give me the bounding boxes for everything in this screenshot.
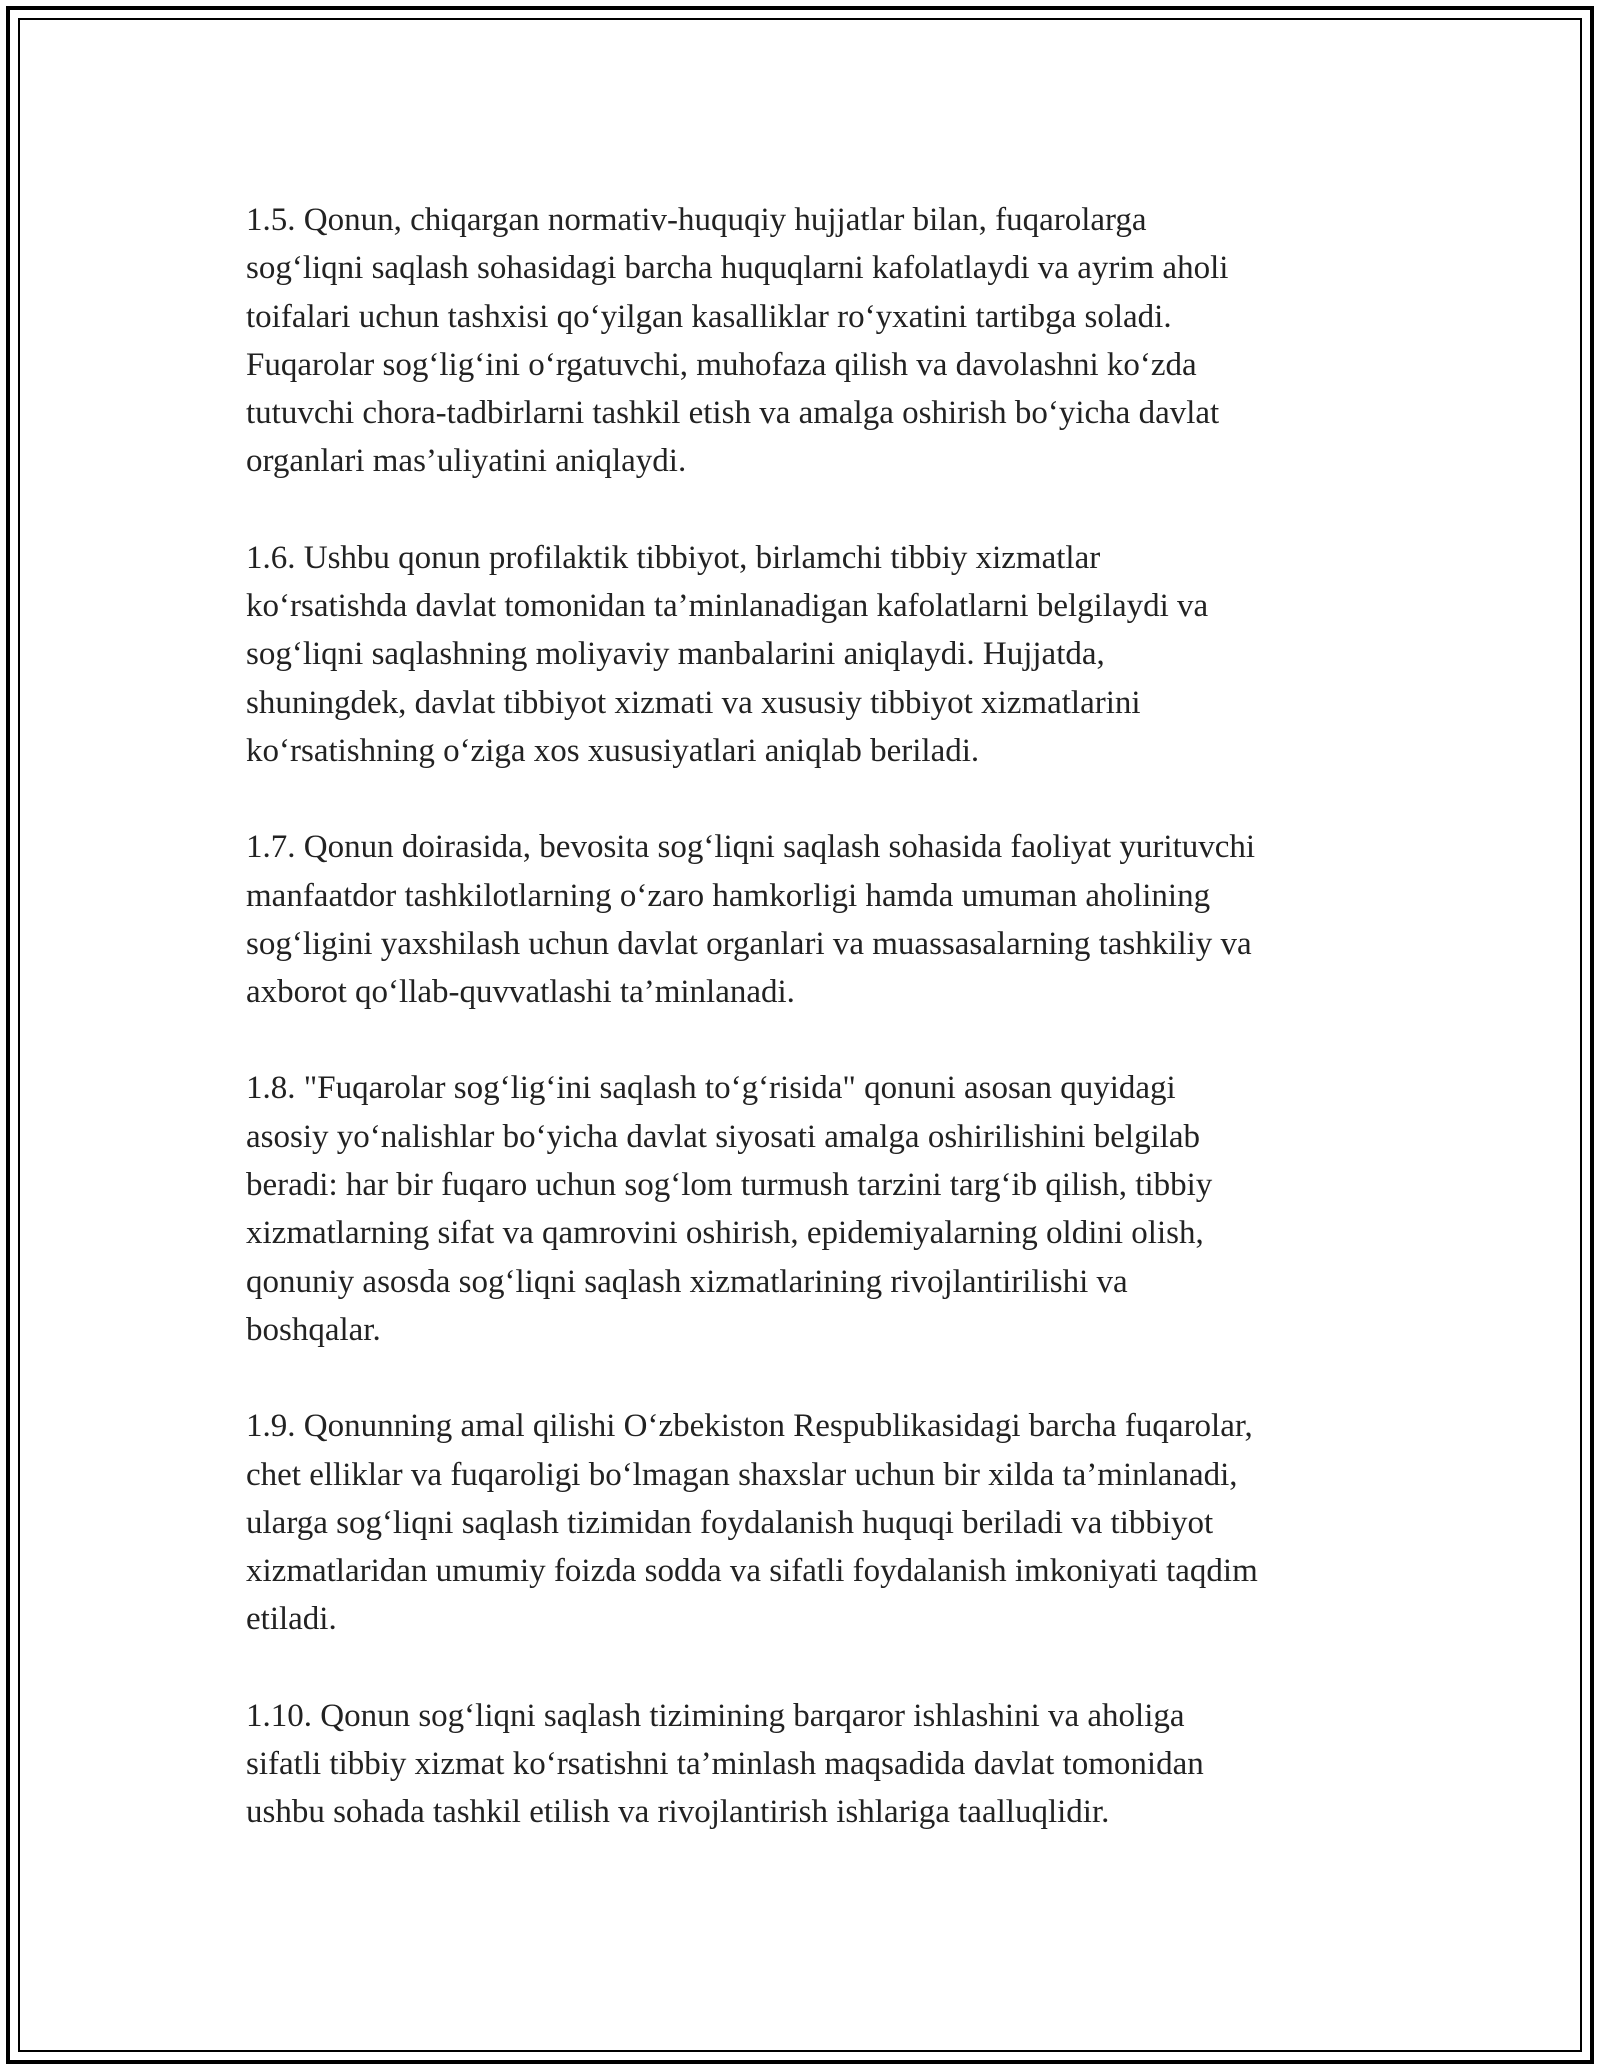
text-line: tutuvchi chora-tadbirlarni tashkil etish va amalga oshirish bo‘yicha davlat [246, 395, 1220, 432]
text-line: sog‘ligini yaxshilash uchun davlat organlari va muassasalarning tashkiliy va [246, 925, 1252, 962]
text-line: ushbu sohada tashkil etilish va rivojlantirish ishlariga taalluqlidir. [246, 1794, 1110, 1831]
text-line: asosiy yo‘nalishlar bo‘yicha davlat siyosati amalga oshirilishini belgilab [246, 1118, 1201, 1155]
text-line: organlari mas’uliyatini aniqlaydi. [246, 443, 687, 480]
text-line: 1.10. Qonun sog‘liqni saqlash tizimining barqaror ishlashini va aholiga [246, 1697, 1185, 1734]
text-line: 1.7. Qonun doirasida, bevosita sog‘liqni saqlash sohasida faoliyat yurituvchi [246, 829, 1256, 866]
text-line: Fuqarolar sog‘lig‘ini o‘rgatuvchi, muhofaza qilish va davolashni ko‘zda [246, 346, 1197, 383]
text-line: chet elliklar va fuqaroligi bo‘lmagan shaxslar uchun bir xilda ta’minlanadi, [246, 1456, 1238, 1493]
text-line: ko‘rsatishning o‘ziga xos xususiyatlari aniqlab beriladi. [246, 732, 980, 769]
text-line: 1.9. Qonunning amal qilishi O‘zbekiston Respublikasidagi barcha fuqarolar, [246, 1408, 1253, 1445]
text-line: sog‘liqni saqlash sohasidagi barcha huquqlarni kafolatlaydi va ayrim aholi [246, 250, 1229, 287]
paragraph-1-6 [246, 534, 1386, 775]
text-line: axborot qo‘llab-quvvatlashi ta’minlanadi. [246, 974, 795, 1011]
text-line: 1.6. Ushbu qonun profilaktik tibbiyot, birlamchi tibbiy xizmatlar [246, 539, 1101, 576]
page-frame [6, 6, 1594, 2064]
paragraph-1-7 [246, 823, 1386, 1016]
text-line: xizmatlarning sifat va qamrovini oshirish, epidemiyalarning oldini olish, [246, 1215, 1204, 1252]
text-line: qonuniy asosda sog‘liqni saqlash xizmatlarining rivojlantirilishi va [246, 1263, 1128, 1300]
text-line: sifatli tibbiy xizmat ko‘rsatishni ta’minlash maqsadida davlat tomonidan [246, 1746, 1204, 1783]
text-line: 1.8. "Fuqarolar sog‘lig‘ini saqlash to‘g‘risida" qonuni asosan quyidagi [246, 1070, 1176, 1107]
text-line: shuningdek, davlat tibbiyot xizmati va xususiy tibbiyot xizmatlarini [246, 684, 1141, 721]
paragraph-1-10 [246, 1692, 1386, 1837]
text-line: etiladi. [246, 1601, 337, 1638]
text-line: manfaatdor tashkilotlarning o‘zaro hamkorligi hamda umuman aholining [246, 877, 1211, 914]
paragraph-1-8 [246, 1064, 1386, 1354]
paragraph-1-9 [246, 1402, 1386, 1643]
paragraph-1-5 [246, 196, 1386, 486]
text-line: toifalari uchun tashxisi qo‘yilgan kasalliklar ro‘yxatini tartibga soladi. [246, 298, 1172, 335]
text-line: beradi: har bir fuqaro uchun sog‘lom turmush tarzini targ‘ib qilish, tibbiy [246, 1167, 1213, 1204]
text-line: sog‘liqni saqlashning moliyaviy manbalarini aniqlaydi. Hujjatda, [246, 636, 1105, 673]
document-body [246, 196, 1386, 1885]
text-line: xizmatlaridan umumiy foizda sodda va sifatli foydalanish imkoniyati taqdim [246, 1553, 1258, 1590]
text-line: ko‘rsatishda davlat tomonidan ta’minlanadigan kafolatlarni belgilaydi va [246, 588, 1209, 625]
text-line: boshqalar. [246, 1311, 381, 1348]
text-line: 1.5. Qonun, chiqargan normativ-huquqiy hujjatlar bilan, fuqarolarga [246, 202, 1147, 238]
text-line: ularga sog‘liqni saqlash tizimidan foydalanish huquqi beriladi va tibbiyot [246, 1504, 1214, 1541]
